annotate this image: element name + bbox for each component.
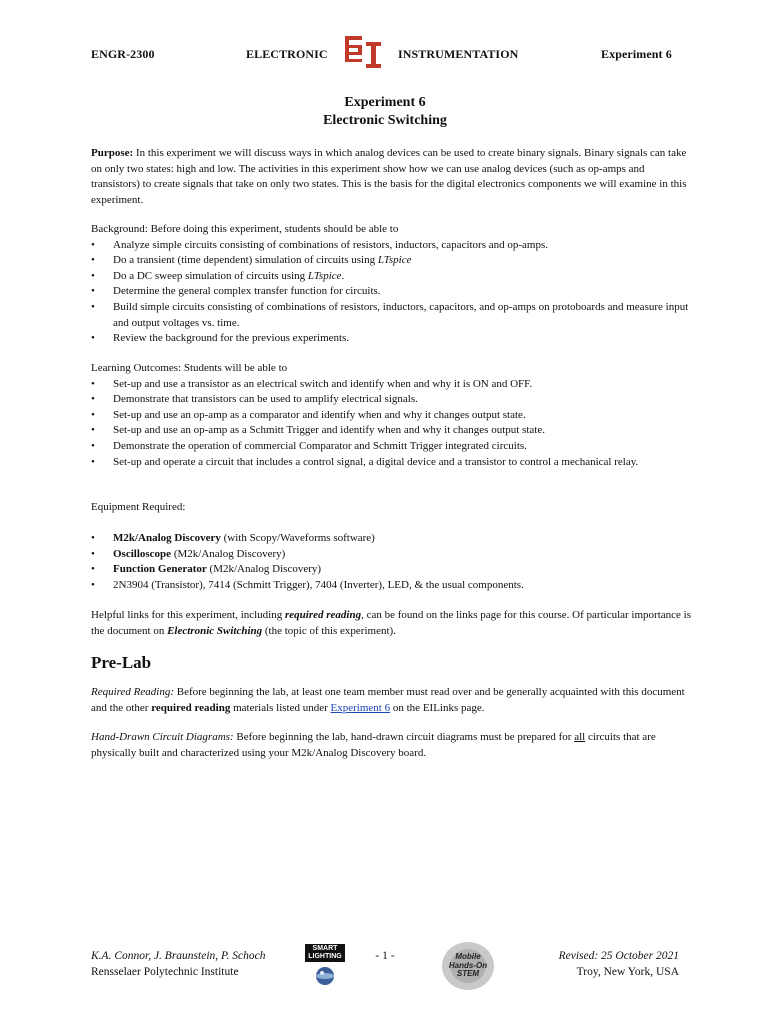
bullet-icon: • (91, 300, 95, 313)
purpose-paragraph (91, 146, 691, 208)
header-experiment: Experiment 6 (601, 47, 672, 61)
smart-lighting-logo: SMART LIGHTING (305, 944, 345, 990)
prelab-heading: Pre-Lab (91, 653, 152, 672)
list-item: • Set-up and operate a circuit that includes a control signal, a digital device and a transistor to control a mechanical relay. (91, 455, 691, 471)
circuit-diagrams-paragraph: Hand-Drawn Circuit Diagrams: Before beginning the lab, hand-drawn circuit diagrams must be prepared for all circuits that are physically built and characterized using your M2k/Analog Discovery board. (91, 731, 656, 759)
list-item: • Do a transient (time dependent) simulation of circuits using LTspice (91, 253, 691, 269)
footer-location: Troy, New York, USA (576, 966, 679, 978)
bullet-icon: • (91, 408, 95, 421)
links-paragraph: Helpful links for this experiment, including required reading, can be found on the links page for this course. Of particular importance is the document on Electronic Switching (the topic of this experiment). (91, 609, 691, 637)
list-item: • Demonstrate the operation of commercial Comparator and Schmitt Trigger integrated circuits. (91, 439, 691, 455)
doc-title: Experiment 6 (344, 95, 426, 110)
equipment-intro: Equipment Required: (91, 501, 186, 513)
bullet-icon: • (91, 532, 95, 544)
purpose-label: Purpose: (91, 147, 134, 159)
list-item: • Function Generator (M2k/Analog Discovery) (91, 562, 691, 578)
bullet-icon: • (91, 455, 95, 468)
list-item: • Oscilloscope (M2k/Analog Discovery) (91, 547, 691, 563)
list-item: • M2k/Analog Discovery (with Scopy/Waveforms software) (91, 531, 691, 547)
required-reading-paragraph: Required Reading: Before beginning the lab, at least one team member must read over and be generally acquainted with this document and the other required reading materials listed under Experiment 6 on the EILinks page. (91, 686, 685, 714)
list-item: • Review the background for the previous experiments. (91, 331, 691, 347)
mobile-hands-on-stem-logo: Mobile Hands-On STEM (440, 940, 496, 992)
footer-left (91, 948, 266, 980)
list-item: • Set-up and use an op-amp as a comparator and identify when and why it changes output state. (91, 408, 691, 424)
doc-subtitle: Electronic Switching (323, 113, 447, 128)
list-item: • 2N3904 (Transistor), 7414 (Schmitt Trigger), 7404 (Inverter), LED, & the usual components. (91, 578, 691, 594)
background-list (91, 238, 691, 347)
equipment-section (91, 531, 691, 593)
background-intro: Background: Before doing this experiment, students should be able to (91, 223, 399, 235)
bullet-icon: • (91, 377, 95, 390)
bullet-icon: • (91, 332, 95, 345)
experiment-6-link[interactable]: Experiment 6 (330, 701, 391, 714)
course-code: ENGR-2300 (91, 47, 155, 61)
bullet-icon: • (91, 578, 95, 591)
header-right-word: INSTRUMENTATION (398, 47, 519, 61)
bullet-icon: • (91, 254, 95, 267)
ei-logo (345, 34, 385, 70)
footer-revised: Revised: 25 October 2021 (558, 950, 679, 962)
background-section (91, 222, 691, 347)
bullet-icon: • (91, 424, 95, 437)
list-item: • Determine the general complex transfer function for circuits. (91, 284, 691, 300)
purpose-text: In this experiment we will discuss ways in which analog devices can be used to create binary signals. Binary signals can take on only two states: high and low. The activities in this experiment show how we can use analog devices (such as op-amps and transistors) to create signals that take on only two states. This is the basis for the digital electronics components we will examine in this experiment. (91, 147, 687, 206)
footer-authors: K.A. Connor, J. Braunstein, P. Schoch (91, 950, 266, 962)
list-item: • Do a DC sweep simulation of circuits using LTspice. (91, 269, 691, 285)
equipment-list (91, 531, 691, 593)
bullet-icon: • (91, 439, 95, 452)
footer-right (480, 948, 679, 980)
bullet-icon: • (91, 285, 95, 298)
footer-institute: Rensselaer Polytechnic Institute (91, 966, 239, 978)
list-item: • Demonstrate that transistors can be used to amplify electrical signals. (91, 392, 691, 408)
list-item: • Set-up and use an op-amp as a Schmitt Trigger and identify when and why it changes output state. (91, 423, 691, 439)
bullet-icon: • (91, 393, 95, 406)
electronic-switching-em: Electronic Switching (167, 624, 263, 637)
header-left-word: ELECTRONIC (246, 47, 328, 61)
outcomes-list (91, 377, 691, 471)
list-item: • Build simple circuits consisting of combinations of resistors, inductors, capacitors, and op-amps on protoboards and measure input and output voltages vs. time. (91, 300, 689, 329)
bullet-icon: • (91, 563, 95, 576)
outcomes-section (91, 361, 691, 470)
required-reading-em: required reading (285, 609, 362, 621)
bullet-icon: • (91, 269, 95, 282)
list-item: • Analyze simple circuits consisting of combinations of resistors, inductors, capacitors and op-amps. (91, 238, 691, 254)
outcomes-intro: Learning Outcomes: Students will be able to (91, 362, 288, 374)
bullet-icon: • (91, 238, 95, 251)
page-number: - 1 - (375, 950, 395, 962)
bullet-icon: • (91, 547, 95, 560)
list-item: • Set-up and use a transistor as an electrical switch and identify when and why it is ON and OFF. (91, 377, 691, 393)
